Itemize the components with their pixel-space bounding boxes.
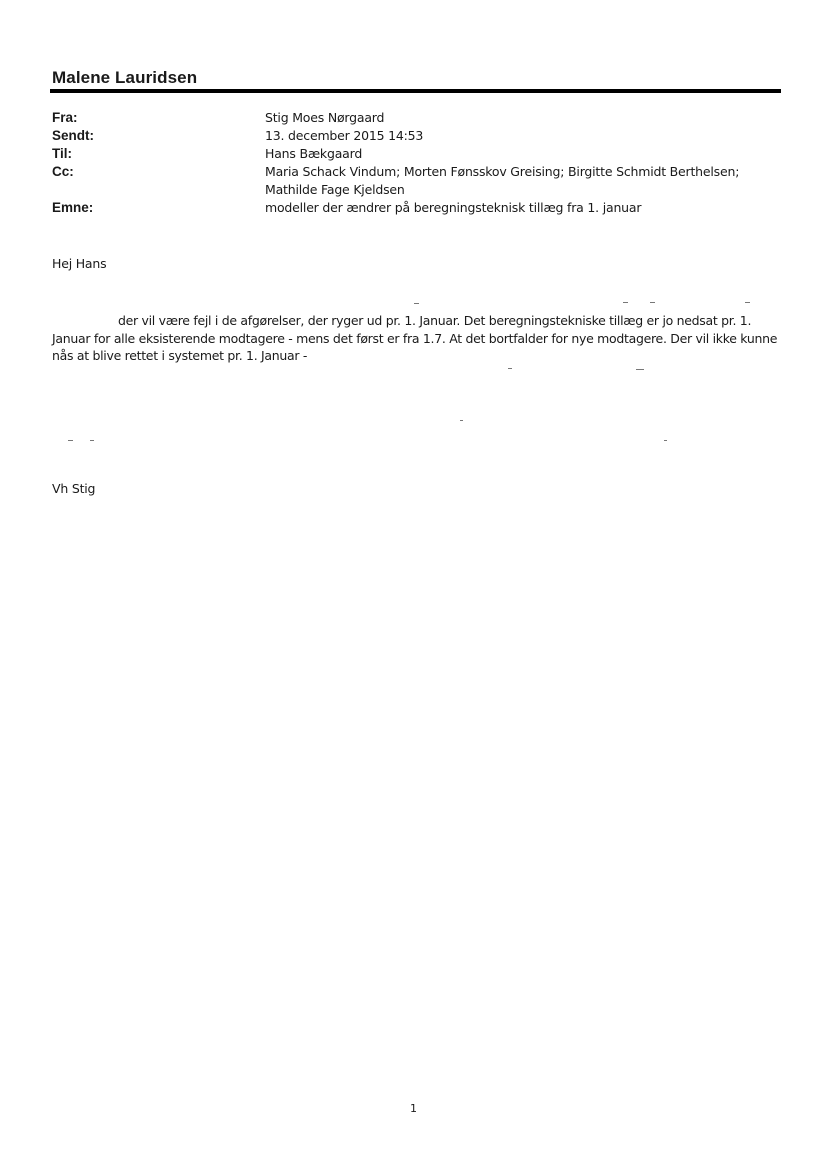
cc-value-continued: Mathilde Fage Kjeldsen — [265, 182, 405, 197]
header-label: Fra: — [52, 110, 78, 125]
recipient-value: Hans Bækgaard — [265, 146, 363, 161]
scan-speck — [623, 302, 628, 303]
scan-speck — [636, 369, 644, 370]
header-row-cc-continued — [52, 181, 772, 199]
header-label: Emne: — [52, 200, 94, 215]
header-row-to — [52, 145, 772, 163]
scan-speck — [68, 440, 73, 441]
page-number: 1 — [410, 1102, 417, 1115]
scan-speck — [414, 303, 419, 304]
sent-date-value: 13. december 2015 14:53 — [265, 128, 424, 143]
header-row-sent — [52, 127, 772, 145]
email-greeting: Hej Hans — [52, 256, 107, 271]
document-owner-name: Malene Lauridsen — [52, 68, 198, 87]
scan-speck — [664, 440, 667, 441]
cc-value: Maria Schack Vindum; Morten Fønsskov Greising; Birgitte Schmidt Berthelsen; — [265, 164, 740, 179]
scan-speck — [745, 302, 750, 303]
header-label: Til: — [52, 146, 72, 161]
header-row-cc — [52, 163, 772, 181]
email-body: der vil være fejl i de afgørelser, der ryger ud pr. 1. Januar. Det beregningstekniske tillæg er jo nedsat pr. 1. Januar for alle eksisterende modtagere - mens det først er fra 1.7. At det bortfalder for nye modtagere. Der vil ikke kunne nås at blive rettet i systemet pr. 1. Januar - — [52, 313, 778, 363]
scan-speck — [90, 440, 94, 441]
header-label — [52, 181, 265, 199]
header-label: Sendt: — [52, 128, 94, 143]
header-row-from — [52, 109, 772, 127]
header-divider — [50, 89, 781, 93]
scan-speck — [508, 368, 512, 369]
scan-speck — [460, 420, 463, 421]
header-label: Cc: — [52, 164, 74, 179]
header-row-subject — [52, 199, 772, 217]
sender-value: Stig Moes Nørgaard — [265, 110, 385, 125]
email-headers — [52, 109, 772, 217]
scan-speck — [650, 302, 655, 303]
subject-value: modeller der ændrer på beregningsteknisk tillæg fra 1. januar — [265, 200, 642, 215]
email-signoff: Vh Stig — [52, 481, 96, 496]
